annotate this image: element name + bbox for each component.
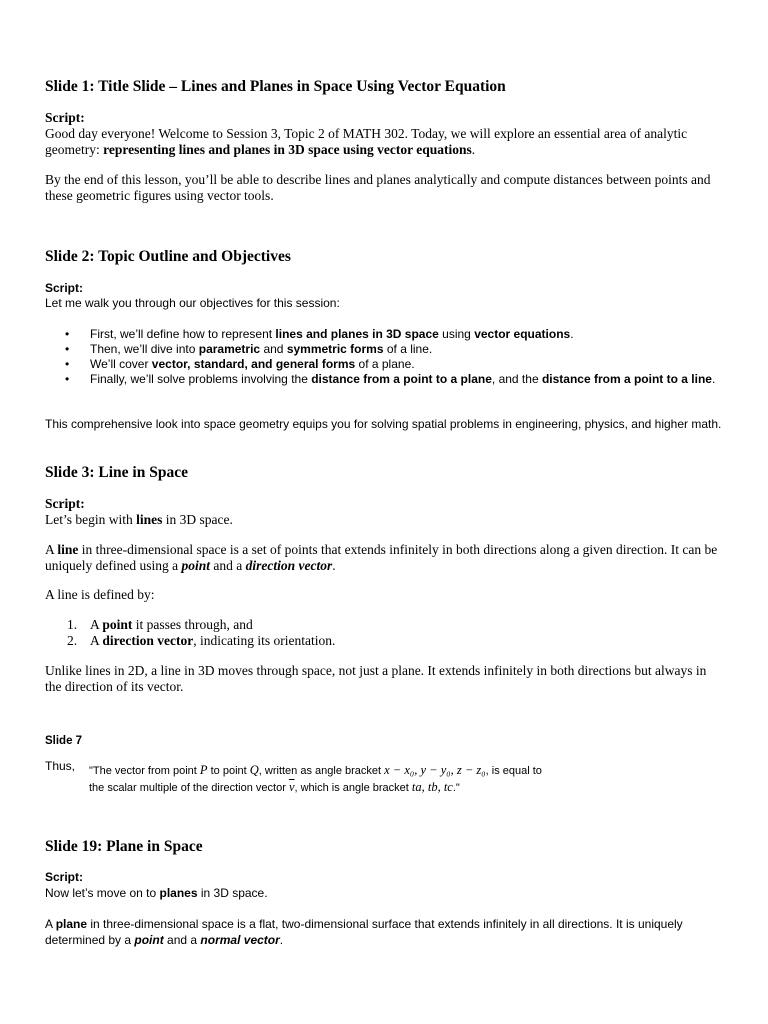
list-item: • We’ll cover vector, standard, and general forms of a plane.	[45, 357, 725, 372]
slide1-paragraph-1: Good day everyone! Welcome to Session 3, Topic 2 of MATH 302. Today, we will explore an essential area of analytic geometry: representing lines and planes in 3D space using vector equations.	[45, 126, 688, 157]
list-item: • Finally, we’ll solve problems involving the distance from a point to a plane, and the distance from a point to a line.	[45, 372, 725, 387]
slide1-script-label: Script:	[45, 110, 85, 125]
slide19-script-label: Script:	[45, 870, 84, 884]
list-item: • First, we’ll define how to represent lines and planes in 3D space using vector equations.	[45, 327, 725, 342]
quote-line-2: the scalar multiple of the direction vector $\overline{v}$, which is angle bracket ta, tb, tc."	[89, 780, 460, 794]
list-item: • Then, we’ll dive into parametric and symmetric forms of a line.	[45, 342, 725, 357]
slide3-paragraph-1: Let’s begin with lines in 3D space.	[45, 512, 233, 527]
slide3-heading: Slide 3: Line in Space	[45, 464, 188, 481]
slide7-thus: Thus,	[45, 759, 76, 773]
slide2-intro: Let me walk you through our objectives for this session:	[45, 296, 340, 310]
slide2-closing: This comprehensive look into space geometry equips you for solving spatial problems in engineering, physics, and higher math.	[45, 417, 722, 431]
vector-v: $\overline{v}$	[288, 780, 295, 794]
slide3-paragraph-2: A line in three-dimensional space is a set of points that extends infinitely in both directions along a given direction. It can be uniquely defined using a point and a direction vector.	[45, 542, 718, 573]
slide2-heading: Slide 2: Topic Outline and Objectives	[45, 248, 291, 265]
slide7-quote	[89, 762, 719, 796]
slide7-heading: Slide 7	[45, 735, 83, 747]
slide2-script-label: Script:	[45, 281, 84, 295]
slide19-paragraph-1: Now let’s move on to planes in 3D space.	[45, 886, 268, 900]
objectives-list	[45, 327, 725, 387]
slide3-paragraph-3: A line is defined by:	[45, 587, 155, 602]
list-item: 1. A point it passes through, and	[67, 617, 253, 632]
slide3-script-label: Script:	[45, 496, 85, 511]
slide19-heading: Slide 19: Plane in Space	[45, 838, 203, 855]
list-item: 2. A direction vector, indicating its orientation.	[67, 632, 336, 648]
line-definition-list	[45, 617, 725, 648]
slide3-paragraph-4: Unlike lines in 2D, a line in 3D moves through space, not just a plane. It extends infinitely in both directions but always in the direction of its vector.	[45, 663, 707, 694]
quote-line-1: "The vector from point P to point Q, written as angle bracket x − x₀, y − y₀, z − z₀, is equal to	[89, 763, 542, 777]
slide19-paragraph-2: A plane in three-dimensional space is a flat, two-dimensional surface that extends infinitely in all directions. It is uniquely determined by a point and a normal vector.	[45, 917, 683, 947]
slide1-heading: Slide 1: Title Slide – Lines and Planes in Space Using Vector Equation	[45, 78, 506, 95]
slide1-paragraph-2: By the end of this lesson, you’ll be able to describe lines and planes analytically and compute distances between points and these geometric figures using vector tools.	[45, 172, 711, 203]
